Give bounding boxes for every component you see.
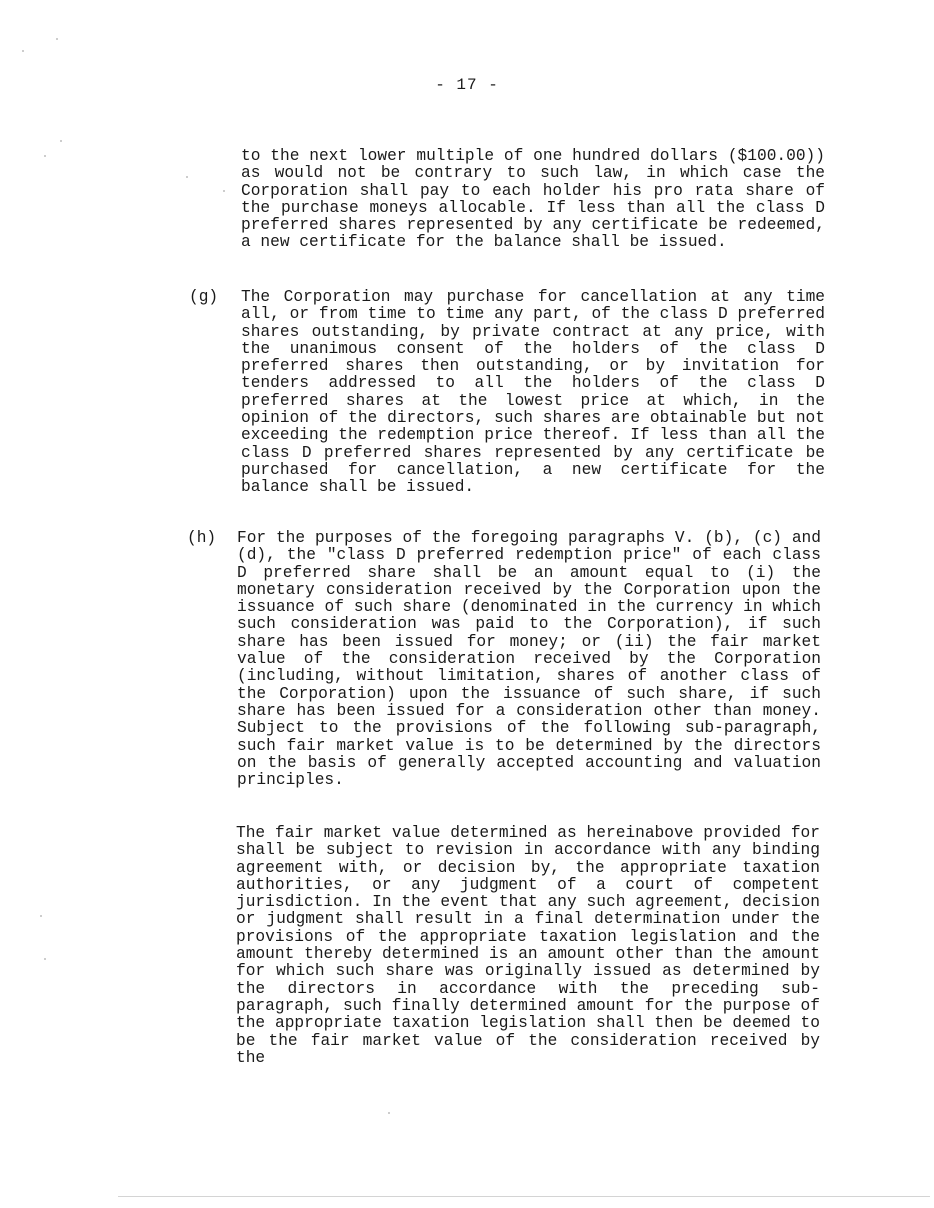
scan-speck <box>44 958 46 960</box>
scan-speck <box>56 38 58 40</box>
paragraph-g-label: (g) <box>189 288 219 306</box>
scan-speck <box>223 190 225 192</box>
scan-edge-line <box>118 1196 930 1197</box>
page-number: - 17 - <box>435 76 499 94</box>
scan-speck <box>388 1112 390 1114</box>
paragraph-h-label: (h) <box>187 529 217 547</box>
continuation-paragraph: to the next lower multiple of one hundred dollars ($100.00)) as would not be contrary to such law, in which case the Corporation shall pay to each holder his pro rata share of the purchase moneys allocable. If less than all the class D preferred shares represented by any certificate be redeemed, a new certificate for the balance shall be issued. <box>241 147 825 252</box>
scan-speck <box>60 140 62 142</box>
paragraph-h-text: For the purposes of the foregoing paragraphs V. (b), (c) and (d), the "class D preferred redemption price" of each class D preferred share shall be an amount equal to (i) the monetary consideration received by the Corporation upon the issuance of such share (denominated in the currency in which such consideration was paid to the Corporation), if such share has been issued for money; or (ii) the fair market value of the consideration received by the Corporation (including, without limitation, shares of another class of the Corporation) upon the issuance of such share, if such share has been issued for a consideration other than money. Subject to the provisions of the following sub-paragraph, such fair market value is to be determined by the directors on the basis of generally accepted accounting and valuation principles. <box>237 529 821 790</box>
paragraph-g-text: The Corporation may purchase for cancellation at any time all, or from time to time any part, of the class D preferred shares outstanding, by private contract at any price, with the unanimous consent of the holders of the class D preferred shares then outstanding, or by invitation for tenders addressed to all the holders of the class D preferred shares at the lowest price at which, in the opinion of the directors, such shares are obtainable but not exceeding the redemption price thereof. If less than all the class D preferred shares represented by any certificate be purchased for cancellation, a new certificate for the balance shall be issued. <box>241 288 825 497</box>
scan-speck <box>44 155 46 157</box>
scan-speck <box>22 50 24 52</box>
paragraph-h-subparagraph: The fair market value determined as hereinabove provided for shall be subject to revision in accordance with any binding agreement with, or decision by, the appropriate taxation authorities, or any judgment of a court of competent jurisdiction. In the event that any such agreement, decision or judgment shall result in a final determination under the provisions of the appropriate taxation legislation and the amount thereby determined is an amount other than the amount for which such share was originally issued as determined by the directors in accordance with the preceding sub-paragraph, such finally determined amount for the purpose of the appropriate taxation legislation shall then be deemed to be the fair market value of the consideration received by the <box>236 824 820 1067</box>
scan-speck <box>186 176 188 178</box>
scan-speck <box>40 915 42 917</box>
